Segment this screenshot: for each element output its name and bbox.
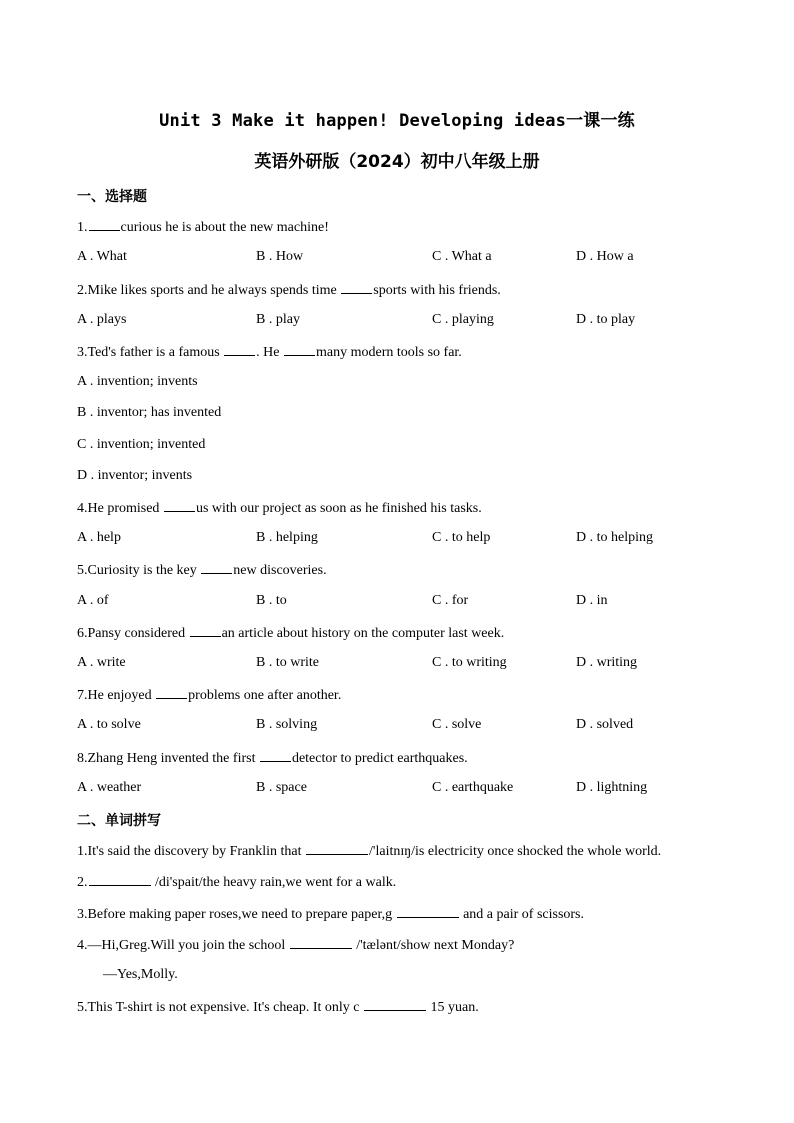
question-text: detector to predict earthquakes. xyxy=(291,751,468,766)
question-2 xyxy=(77,281,501,299)
question-text: problems one after another. xyxy=(188,688,342,703)
question-text: 5.This T-shirt is not expensive. It's cheap. It only c xyxy=(77,1000,363,1015)
answer-blank[interactable] xyxy=(224,343,255,356)
question-text: 5.Curiosity is the key xyxy=(77,563,201,578)
section-heading-spelling: 二、单词拼写 xyxy=(77,813,161,829)
option-d[interactable]: D . to play xyxy=(576,312,636,327)
option-a[interactable]: A . weather xyxy=(77,780,142,795)
question-text: 1. xyxy=(77,220,88,235)
option-c[interactable]: C . to writing xyxy=(432,655,507,670)
question-3 xyxy=(77,343,462,361)
answer-blank[interactable] xyxy=(290,936,352,949)
option-d[interactable]: D . solved xyxy=(576,717,634,732)
question-text: 4.He promised xyxy=(77,501,163,516)
option-d[interactable]: D . to helping xyxy=(576,530,653,545)
question-text: /'laitnɪŋ/is electricity once shocked the whole world. xyxy=(369,844,662,859)
question-5 xyxy=(77,561,327,579)
spelling-question-1 xyxy=(77,842,661,860)
option-b[interactable]: B . How xyxy=(256,249,304,264)
option-a[interactable]: A . to solve xyxy=(77,717,141,732)
question-text: new discoveries. xyxy=(233,563,327,578)
question-text: us with our project as soon as he finished his tasks. xyxy=(195,501,482,516)
question-text: 3.Ted's father is a famous xyxy=(77,345,224,360)
spelling-question-2 xyxy=(77,873,396,891)
question-text: 7.He enjoyed xyxy=(77,688,156,703)
option-d[interactable]: D . lightning xyxy=(576,780,648,795)
option-c[interactable]: C . to help xyxy=(432,530,491,545)
option-b[interactable]: B . solving xyxy=(256,717,318,732)
question-text: 4.—Hi,Greg.Will you join the school xyxy=(77,938,289,953)
question-text: an article about history on the computer last week. xyxy=(221,626,505,641)
question-text: sports with his friends. xyxy=(373,283,501,298)
answer-blank[interactable] xyxy=(201,561,232,574)
question-7 xyxy=(77,686,341,704)
option-b[interactable]: B . space xyxy=(256,780,307,795)
question-text: 6.Pansy considered xyxy=(77,626,189,641)
question-text: /di'spait/the heavy rain,we went for a walk. xyxy=(151,875,397,890)
question-6 xyxy=(77,624,504,642)
option-b[interactable]: B . inventor; has invented xyxy=(77,405,222,420)
question-text: 2.Mike likes sports and he always spends time xyxy=(77,283,341,298)
answer-blank[interactable] xyxy=(89,873,151,886)
option-a[interactable]: A . invention; invents xyxy=(77,374,198,389)
option-c[interactable]: C . playing xyxy=(432,312,494,327)
question-text: . He xyxy=(256,345,283,360)
question-4 xyxy=(77,499,482,517)
question-text: 3.Before making paper roses,we need to prepare paper,g xyxy=(77,907,396,922)
answer-blank[interactable] xyxy=(260,749,291,762)
option-c[interactable]: C . earthquake xyxy=(432,780,514,795)
answer-blank[interactable] xyxy=(156,686,187,699)
option-b[interactable]: B . to write xyxy=(256,655,319,670)
option-c[interactable]: C . invention; invented xyxy=(77,437,206,452)
option-c[interactable]: C . for xyxy=(432,593,469,608)
option-a[interactable]: A . of xyxy=(77,593,109,608)
option-c[interactable]: C . What a xyxy=(432,249,492,264)
answer-blank[interactable] xyxy=(341,281,372,294)
option-a[interactable]: A . help xyxy=(77,530,121,545)
spelling-question-4 xyxy=(77,936,514,954)
answer-blank[interactable] xyxy=(164,499,195,512)
option-b[interactable]: B . play xyxy=(256,312,300,327)
question-text: /'tælənt/show next Monday? xyxy=(352,938,515,953)
question-text: curious he is about the new machine! xyxy=(120,220,329,235)
option-d[interactable]: D . writing xyxy=(576,655,638,670)
option-b[interactable]: B . helping xyxy=(256,530,318,545)
answer-blank[interactable] xyxy=(284,343,315,356)
worksheet-title: Unit 3 Make it happen! Developing ideas一课一练 xyxy=(159,111,635,131)
question-text: and a pair of scissors. xyxy=(459,907,585,922)
question-text: 1.It's said the discovery by Franklin that xyxy=(77,844,306,859)
question-text: 2. xyxy=(77,875,88,890)
option-d[interactable]: D . inventor; invents xyxy=(77,468,193,483)
question-8 xyxy=(77,749,468,767)
answer-blank[interactable] xyxy=(364,998,426,1011)
option-b[interactable]: B . to xyxy=(256,593,287,608)
spelling-question-3 xyxy=(77,905,584,923)
answer-blank[interactable] xyxy=(190,624,221,637)
option-a[interactable]: A . plays xyxy=(77,312,127,327)
question-text: 15 yuan. xyxy=(426,1000,479,1015)
option-a[interactable]: A . write xyxy=(77,655,126,670)
question-text: many modern tools so far. xyxy=(316,345,462,360)
option-d[interactable]: D . in xyxy=(576,593,608,608)
option-c[interactable]: C . solve xyxy=(432,717,482,732)
answer-blank[interactable] xyxy=(89,218,120,231)
answer-blank[interactable] xyxy=(397,905,459,918)
question-1 xyxy=(77,218,329,236)
question-text: 8.Zhang Heng invented the first xyxy=(77,751,259,766)
spelling-question-5 xyxy=(77,998,479,1016)
option-d[interactable]: D . How a xyxy=(576,249,634,264)
worksheet-subtitle: 英语外研版（2024）初中八年级上册 xyxy=(254,152,540,172)
answer-blank[interactable] xyxy=(306,842,368,855)
section-heading-choice: 一、选择题 xyxy=(77,189,147,205)
dialogue-reply: —Yes,Molly. xyxy=(103,967,178,982)
option-a[interactable]: A . What xyxy=(77,249,127,264)
